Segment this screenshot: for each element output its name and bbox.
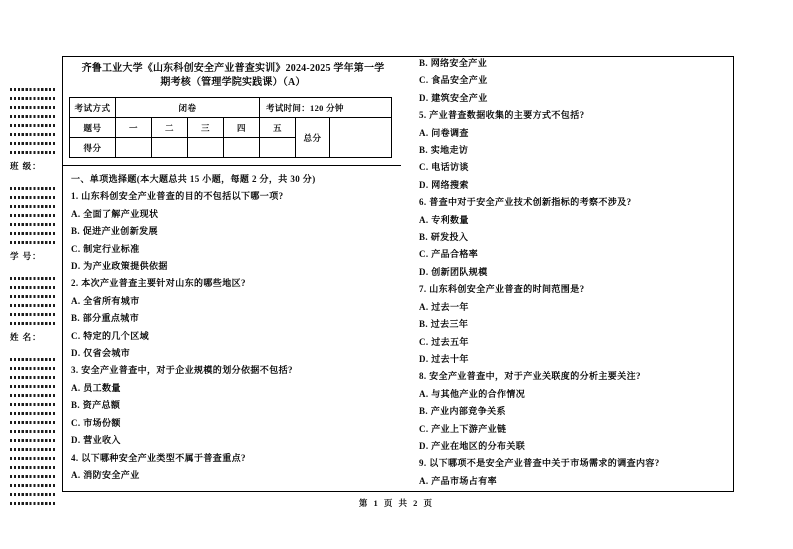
question-line: D. 仅省会城市 <box>71 348 131 359</box>
binding-label: 姓 名： <box>10 332 42 342</box>
total-score-blank-cell <box>330 118 392 158</box>
question-line: D. 营业收入 <box>71 435 121 446</box>
binding-dotted-line <box>10 322 56 325</box>
binding-dotted-line <box>10 115 56 118</box>
binding-dotted-line <box>10 88 56 91</box>
question-line: C. 制定行业标准 <box>71 243 140 254</box>
binding-dotted-line <box>10 394 56 397</box>
left-column <box>63 57 403 484</box>
binding-dotted-line <box>10 241 56 244</box>
question-line: D. 产业在地区的分布关联 <box>419 440 526 451</box>
right-question-list <box>419 55 731 490</box>
question-line: 5. 产业普查数据收集的主要方式不包括? <box>419 110 585 121</box>
binding-dotted-line <box>10 205 56 208</box>
question-line: 一、单项选择题(本大题总共 15 小题，每题 2 分，共 30 分) <box>71 174 316 184</box>
question-col-5-cell: 五 <box>260 118 296 138</box>
binding-dotted-line <box>10 358 56 361</box>
score-label-cell: 得分 <box>70 138 116 158</box>
question-line: C. 产业上下游产业链 <box>419 423 507 434</box>
exam-title-line: 齐鲁工业大学《山东科创安全产业普查实训》2024-2025 学年第一学 <box>81 63 385 74</box>
binding-dotted-line <box>10 133 56 136</box>
question-line: A. 全面了解产业现状 <box>71 208 159 219</box>
score-blank-cell-1 <box>116 138 152 158</box>
question-line: C. 过去五年 <box>419 336 469 347</box>
binding-dotted-line <box>10 313 56 316</box>
question-line: C. 食品安全产业 <box>419 75 488 86</box>
question-line: A. 专利数量 <box>419 214 469 225</box>
question-line: C. 市场份额 <box>71 417 121 428</box>
question-line: D. 创新团队规模 <box>419 266 488 277</box>
question-line: B. 实地走访 <box>419 145 469 156</box>
exam-title <box>73 62 393 90</box>
binding-dotted-line <box>10 457 56 460</box>
question-line: D. 建筑安全产业 <box>419 92 488 103</box>
binding-dotted-line <box>10 493 56 496</box>
question-col-1-cell: 一 <box>116 118 152 138</box>
binding-dotted-line <box>10 412 56 415</box>
binding-dotted-line <box>10 196 56 199</box>
header-divider-line <box>63 165 401 166</box>
question-line: 9. 以下哪项不是安全产业普查中关于市场需求的调查内容? <box>419 458 660 469</box>
question-line: B. 产业内部竞争关系 <box>419 406 506 417</box>
question-col-4-cell: 四 <box>224 118 260 138</box>
binding-dotted-line <box>10 475 56 478</box>
question-line: B. 研发投入 <box>419 232 469 243</box>
score-blank-cell-5 <box>260 138 296 158</box>
question-line: D. 过去十年 <box>419 353 469 364</box>
binding-dotted-line <box>10 187 56 190</box>
exam-mode-value-cell: 闭卷 <box>116 98 260 118</box>
binding-dotted-line <box>10 367 56 370</box>
question-col-2-cell: 二 <box>152 118 188 138</box>
exam-info-table <box>69 97 392 158</box>
question-number-label-cell: 题号 <box>70 118 116 138</box>
exam-duration-cell: 考试时间：120 分钟 <box>260 98 392 118</box>
question-line: 2. 本次产业普查主要针对山东的哪些地区? <box>71 278 246 289</box>
exam-title-line: 期考核（管理学院实践课）（A） <box>160 77 306 88</box>
question-line: A. 员工数量 <box>71 382 121 393</box>
binding-label: 学 号： <box>10 251 42 261</box>
binding-dotted-line <box>10 214 56 217</box>
binding-dotted-line <box>10 223 56 226</box>
question-line: A. 过去一年 <box>419 301 469 312</box>
binding-dotted-line <box>10 421 56 424</box>
binding-dotted-line <box>10 304 56 307</box>
question-line: A. 消防安全产业 <box>71 469 140 480</box>
binding-dotted-line <box>10 430 56 433</box>
question-line: B. 促进产业创新发展 <box>71 226 158 237</box>
binding-dotted-line <box>10 142 56 145</box>
question-line: A. 与其他产业的合作情况 <box>419 388 526 399</box>
question-line: B. 资产总额 <box>71 400 121 411</box>
binding-dotted-line <box>10 124 56 127</box>
binding-dotted-line <box>10 403 56 406</box>
question-line: 1. 山东科创安全产业普查的目的不包括以下哪一项? <box>71 191 284 202</box>
question-line: D. 网络搜索 <box>419 179 469 190</box>
binding-dotted-line <box>10 484 56 487</box>
binding-dotted-line <box>10 448 56 451</box>
binding-dotted-line <box>10 385 56 388</box>
question-line: D. 为产业政策提供依据 <box>71 261 168 272</box>
score-blank-cell-3 <box>188 138 224 158</box>
question-line: 7. 山东科创安全产业普查的时间范围是? <box>419 284 585 295</box>
score-blank-cell-4 <box>224 138 260 158</box>
binding-label: 班 级： <box>10 161 42 171</box>
question-col-3-cell: 三 <box>188 118 224 138</box>
question-line: A. 问卷调查 <box>419 127 469 138</box>
binding-dotted-line <box>10 232 56 235</box>
question-line: B. 网络安全产业 <box>419 58 488 68</box>
left-question-list <box>71 171 401 484</box>
question-line: B. 过去三年 <box>419 319 469 330</box>
binding-dotted-line <box>10 466 56 469</box>
sheet-border-box <box>62 56 734 492</box>
binding-dotted-line <box>10 439 56 442</box>
binding-dotted-line <box>10 295 56 298</box>
question-line: C. 特定的几个区域 <box>71 330 149 341</box>
exam-mode-label-cell: 考试方式 <box>70 98 116 118</box>
question-line: 3. 安全产业普查中，对于企业规模的划分依据不包括? <box>71 365 293 376</box>
binding-margin <box>10 88 58 511</box>
binding-dotted-line <box>10 106 56 109</box>
page-footer: 第 1 页 共 2 页 <box>358 498 435 508</box>
question-line: 6. 普查中对于安全产业技术创新指标的考察不涉及? <box>419 197 632 208</box>
question-line: C. 产品合格率 <box>419 249 479 260</box>
question-line: B. 部分重点城市 <box>71 313 140 324</box>
score-blank-cell-2 <box>152 138 188 158</box>
question-line: A. 产品市场占有率 <box>419 475 497 486</box>
question-line: A. 全省所有城市 <box>71 295 140 306</box>
total-score-label-cell: 总分 <box>296 118 330 158</box>
binding-dotted-line <box>10 376 56 379</box>
question-line: C. 电话访谈 <box>419 162 469 173</box>
binding-dotted-line <box>10 151 56 154</box>
binding-dotted-line <box>10 97 56 100</box>
question-line: 8. 安全产业普查中，对于产业关联度的分析主要关注? <box>419 371 641 382</box>
binding-dotted-line <box>10 286 56 289</box>
question-line: 4. 以下哪种安全产业类型不属于普查重点? <box>71 452 246 463</box>
binding-dotted-line <box>10 277 56 280</box>
